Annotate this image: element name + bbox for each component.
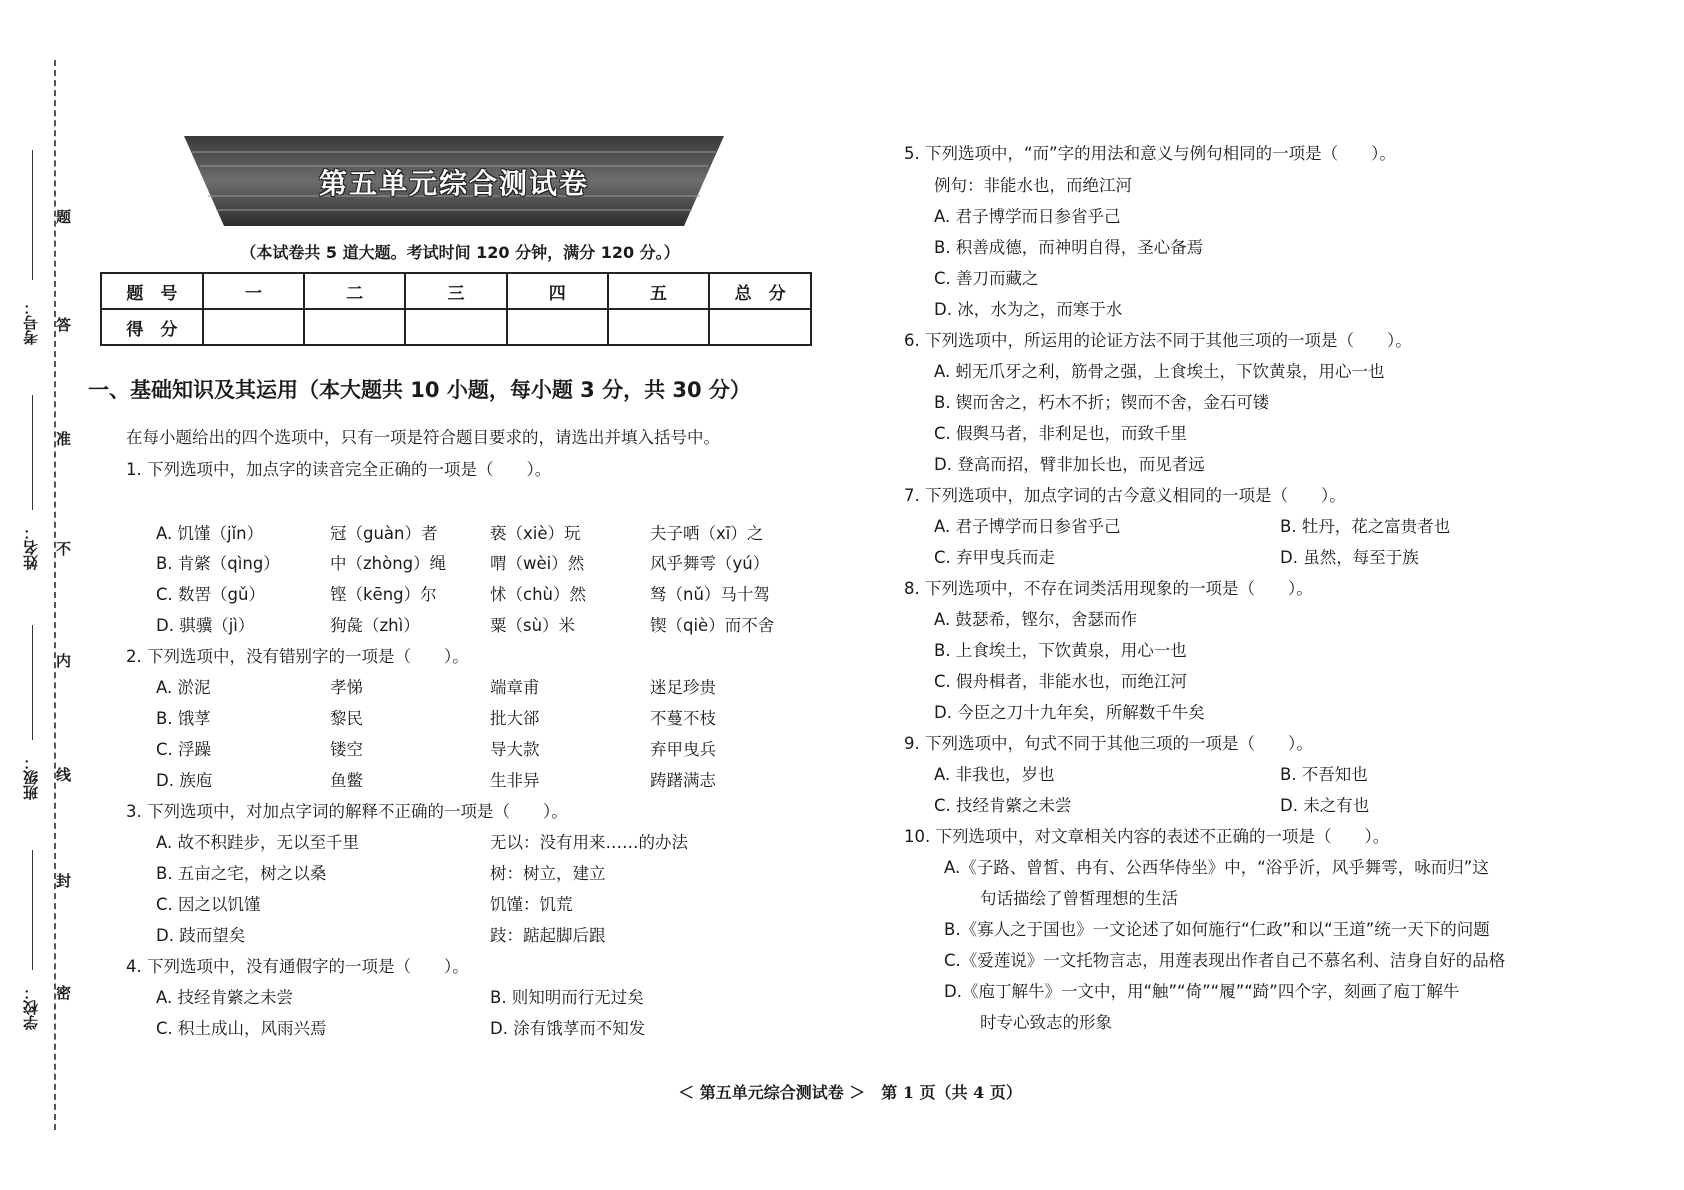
question-line: 铿（kēng）尔 [330, 585, 437, 604]
score-header-cell: 题 号 [101, 273, 203, 309]
question-line: 8. 下列选项中，不存在词类活用现象的一项是（ ）。 [904, 579, 1313, 598]
question-line: 饥馑：饥荒 [490, 895, 573, 914]
question-line: B.《寡人之于国也》一文论述了如何施行“仁政”和以“王道”统一天下的问题 [944, 920, 1490, 939]
question-line: A. 蚓无爪牙之利，筋骨之强，上食埃土，下饮黄泉，用心一也 [934, 362, 1385, 381]
question-line: 弃甲曳兵 [650, 740, 716, 759]
name-blank [32, 395, 33, 510]
question-line: 句话描绘了曾皙理想的生活 [980, 889, 1178, 908]
score-row-label: 得 分 [101, 309, 203, 345]
question-line: A.《子路、曾皙、冉有、公西华侍坐》中，“浴乎沂，风乎舞雩，咏而归”这 [944, 858, 1489, 877]
question-line: 孝悌 [330, 678, 363, 697]
question-line: 10. 下列选项中，对文章相关内容的表述不正确的一项是（ ）。 [904, 827, 1390, 846]
question-line: 风乎舞雩（yú） [650, 554, 770, 573]
question-line: C. 假舟楫者，非能水也，而绝江河 [934, 672, 1188, 691]
question-line: 7. 下列选项中，加点字词的古今意义相同的一项是（ ）。 [904, 486, 1346, 505]
class-label: 班级： [22, 755, 40, 800]
question-line: 3. 下列选项中，对加点字词的解释不正确的一项是（ ）。 [126, 802, 568, 821]
question-line: B. 饿莩 [156, 709, 211, 728]
question-line: D. 骐骥（jì） [156, 616, 255, 635]
question-line: 1. 下列选项中，加点字的读音完全正确的一项是（ ）。 [126, 460, 552, 479]
question-line: 批大郤 [490, 709, 540, 728]
question-line: A. 非我也，岁也 [934, 765, 1055, 784]
class-blank [32, 625, 33, 740]
score-header-cell: 四 [507, 273, 608, 309]
seal-char: 题 [56, 208, 72, 226]
seal-char: 封 [56, 872, 72, 890]
score-table-score-row [101, 309, 811, 345]
question-line: B. 则知明而行无过矣 [490, 988, 644, 1007]
seal-char: 内 [56, 652, 72, 670]
question-line: 6. 下列选项中，所运用的论证方法不同于其他三项的一项是（ ）。 [904, 331, 1412, 350]
question-line: C. 善刀而藏之 [934, 269, 1039, 288]
question-line: B. 上食埃土，下饮黄泉，用心一也 [934, 641, 1187, 660]
score-header-cell: 一 [203, 273, 304, 309]
score-cell[interactable] [405, 309, 506, 345]
question-line: 中（zhòng）绳 [330, 554, 447, 573]
question-line: A. 故不积跬步，无以至千里 [156, 833, 359, 852]
question-line: A. 鼓瑟希，铿尔，舍瑟而作 [934, 610, 1137, 629]
question-line: 踌躇满志 [650, 771, 716, 790]
score-cell[interactable] [709, 309, 811, 345]
question-line: B. 不吾知也 [1280, 765, 1368, 784]
question-line: 跂：踮起脚后跟 [490, 926, 606, 945]
question-line: B. 锲而舍之，朽木不折；锲而不舍，金石可镂 [934, 393, 1270, 412]
question-line: 导大款 [490, 740, 540, 759]
question-line: D. 虽然，每至于族 [1280, 548, 1419, 567]
question-line: 亵（xiè）玩 [490, 524, 581, 543]
exam-number-blank [32, 150, 33, 280]
question-line: A. 君子博学而日参省乎己 [934, 207, 1121, 226]
question-line: C. 假舆马者，非利足也，而致千里 [934, 424, 1188, 443]
question-line: B. 积善成德，而神明自得，圣心备焉 [934, 238, 1204, 257]
question-line: 树：树立，建立 [490, 864, 606, 883]
seal-char: 准 [56, 430, 72, 448]
seal-char: 密 [56, 984, 72, 1002]
question-line: D. 登高而招，臂非加长也，而见者远 [934, 455, 1205, 474]
question-line: C. 技经肯綮之未尝 [934, 796, 1072, 815]
question-line: 9. 下列选项中，句式不同于其他三项的一项是（ ）。 [904, 734, 1313, 753]
question-line: C. 弃甲曳兵而走 [934, 548, 1056, 567]
question-line: D. 涂有饿莩而不知发 [490, 1019, 646, 1038]
score-cell[interactable] [304, 309, 405, 345]
question-line: C. 积土成山，风雨兴焉 [156, 1019, 327, 1038]
question-line: A. 淤泥 [156, 678, 211, 697]
title-banner [184, 136, 724, 226]
question-line: 2. 下列选项中，没有错别字的一项是（ ）。 [126, 647, 469, 666]
question-line: A. 君子博学而日参省乎己 [934, 517, 1121, 536]
school-label: 学校： [22, 985, 40, 1030]
score-header-cell: 三 [405, 273, 506, 309]
score-table-header-row [101, 273, 811, 309]
question-line: C. 浮躁 [156, 740, 212, 759]
question-line: A. 技经肯綮之未尝 [156, 988, 293, 1007]
question-line: 锲（qiè）而不舍 [650, 616, 775, 635]
page-title: 第五单元综合测试卷 [318, 167, 589, 200]
question-line: 镂空 [330, 740, 363, 759]
page-footer: ＜ 第五单元综合测试卷 ＞ 第 1 页（共 4 页） [678, 1083, 1022, 1102]
score-table [100, 272, 812, 346]
school-blank [32, 850, 33, 970]
score-header-cell: 二 [304, 273, 405, 309]
question-line: 无以：没有用来……的办法 [490, 833, 688, 852]
question-line: C. 因之以饥馑 [156, 895, 261, 914]
question-line: D. 族庖 [156, 771, 213, 790]
exam-number-label: 考号： [22, 300, 40, 345]
question-line: C.《爱莲说》一文托物言志，用莲表现出作者自己不慕名利、洁身自好的品格 [944, 951, 1506, 970]
question-line: 怵（chù）然 [490, 585, 586, 604]
seal-char: 线 [56, 766, 72, 784]
question-line: D.《庖丁解牛》一文中，用“触”“倚”“履”“踦”四个字，刻画了庖丁解牛 [944, 982, 1460, 1001]
question-line: A. 饥馑（jǐn） [156, 524, 264, 543]
question-line: 生非异 [490, 771, 540, 790]
question-line: 粟（sù）米 [490, 616, 576, 635]
question-line: 4. 下列选项中，没有通假字的一项是（ ）。 [126, 957, 469, 976]
question-line: 时专心致志的形象 [980, 1013, 1112, 1032]
question-line: B. 牡丹，花之富贵者也 [1280, 517, 1451, 536]
question-line: C. 数罟（gǔ） [156, 585, 265, 604]
section-instruction: 在每小题给出的四个选项中，只有一项是符合题目要求的，请选出并填入括号中。 [126, 428, 720, 447]
score-cell[interactable] [203, 309, 304, 345]
question-line: 狗彘（zhì） [330, 616, 420, 635]
question-line: 不蔓不枝 [650, 709, 716, 728]
question-line: 驽（nǔ）马十驾 [650, 585, 770, 604]
binding-margin [0, 0, 80, 1190]
question-line: B. 肯綮（qìng） [156, 554, 280, 573]
question-line: 鱼鳖 [330, 771, 363, 790]
question-line: 端章甫 [490, 678, 540, 697]
question-line: D. 未之有也 [1280, 796, 1370, 815]
name-label: 姓名： [22, 525, 40, 570]
section-heading: 一、基础知识及其运用（本大题共 10 小题，每小题 3 分，共 30 分） [88, 378, 751, 402]
question-line: D. 跂而望矣 [156, 926, 246, 945]
score-header-cell: 总 分 [709, 273, 811, 309]
question-line: 黎民 [330, 709, 363, 728]
seal-char: 答 [56, 316, 72, 334]
question-line: B. 五亩之宅，树之以桑 [156, 864, 327, 883]
question-line: 喟（wèi）然 [490, 554, 585, 573]
question-line: 冠（guàn）者 [330, 524, 438, 543]
score-header-cell: 五 [608, 273, 709, 309]
score-cell[interactable] [608, 309, 709, 345]
question-line: D. 冰，水为之，而寒于水 [934, 300, 1123, 319]
question-line: 夫子哂（xī）之 [650, 524, 764, 543]
exam-info: （本试卷共 5 道大题。考试时间 120 分钟，满分 120 分。） [240, 243, 680, 262]
question-line: 例句：非能水也，而绝江河 [934, 176, 1132, 195]
seal-char: 不 [56, 540, 72, 558]
question-line: D. 今臣之刀十九年矣，所解数千牛矣 [934, 703, 1205, 722]
question-line: 迷足珍贵 [650, 678, 716, 697]
score-cell[interactable] [507, 309, 608, 345]
question-line: 5. 下列选项中，“而”字的用法和意义与例句相同的一项是（ ）。 [904, 144, 1396, 163]
